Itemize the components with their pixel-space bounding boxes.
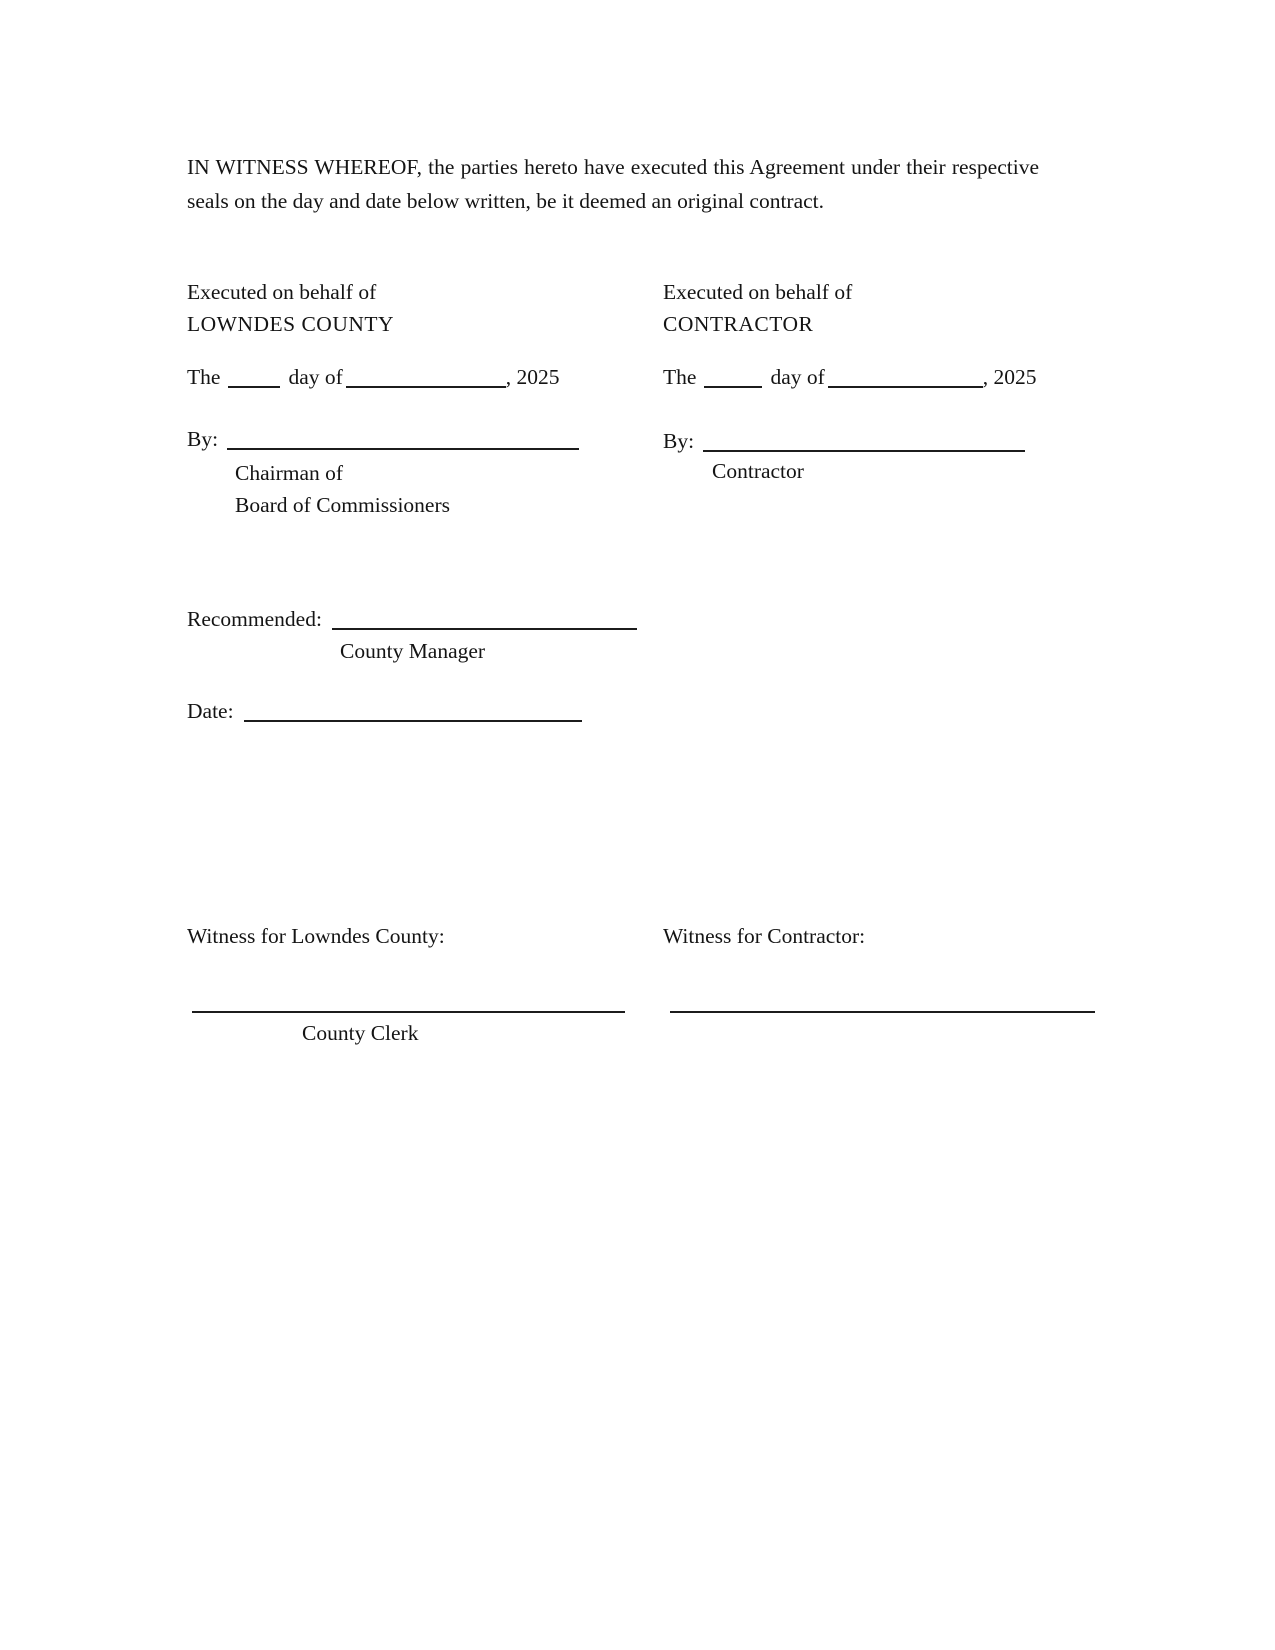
- county-signature-blank-line: [227, 446, 579, 450]
- contractor-date-prefix: The: [663, 365, 697, 389]
- county-title-line1: Chairman of: [235, 461, 344, 485]
- contractor-executed-block: [663, 276, 852, 340]
- contractor-signatory-title: Contractor: [712, 459, 804, 483]
- county-date-middle: day of: [288, 365, 343, 389]
- witness-contractor-label: Witness for Contractor:: [663, 924, 866, 948]
- contractor-month-blank-line: [828, 384, 983, 388]
- county-by-line: [187, 427, 579, 452]
- contractor-date-middle: day of: [770, 365, 825, 389]
- witness-county-label: Witness for Lowndes County:: [187, 924, 445, 948]
- recommended-blank-line: [332, 626, 637, 630]
- county-party-name: LOWNDES COUNTY: [187, 312, 395, 336]
- county-executed-block: [187, 276, 394, 340]
- county-date-line: [187, 365, 560, 390]
- county-month-blank-line: [346, 384, 506, 388]
- county-signatory-title: [235, 457, 450, 521]
- contractor-date-suffix: , 2025: [982, 365, 1037, 389]
- contractor-by-label: By:: [663, 429, 695, 453]
- county-date-prefix: The: [187, 365, 221, 389]
- witness-county-title: County Clerk: [302, 1021, 419, 1045]
- contractor-signature-blank-line: [703, 448, 1025, 452]
- county-day-blank-line: [228, 384, 280, 388]
- contractor-by-line: [663, 429, 1025, 454]
- date-blank-line: [244, 718, 582, 722]
- date-label: Date:: [187, 699, 234, 723]
- witness-county-signature-line: [192, 1011, 625, 1013]
- contractor-day-blank-line: [704, 384, 762, 388]
- recommended-title: County Manager: [340, 639, 486, 663]
- county-title-line2: Board of Commissioners: [235, 493, 450, 517]
- recommended-line: [187, 607, 637, 632]
- contractor-executed-label: Executed on behalf of: [663, 280, 853, 304]
- intro-paragraph: IN WITNESS WHEREOF, the parties hereto have executed this Agreement under their respective seals on the day and date below written, be it deemed an original contract.: [187, 155, 1039, 213]
- county-date-suffix: , 2025: [505, 365, 560, 389]
- date-line: [187, 699, 582, 724]
- contractor-date-line: [663, 365, 1037, 390]
- county-executed-label: Executed on behalf of: [187, 280, 377, 304]
- witness-contractor-signature-line: [670, 1011, 1095, 1013]
- contractor-party-name: CONTRACTOR: [663, 312, 814, 336]
- county-by-label: By:: [187, 427, 219, 451]
- recommended-label: Recommended:: [187, 607, 322, 631]
